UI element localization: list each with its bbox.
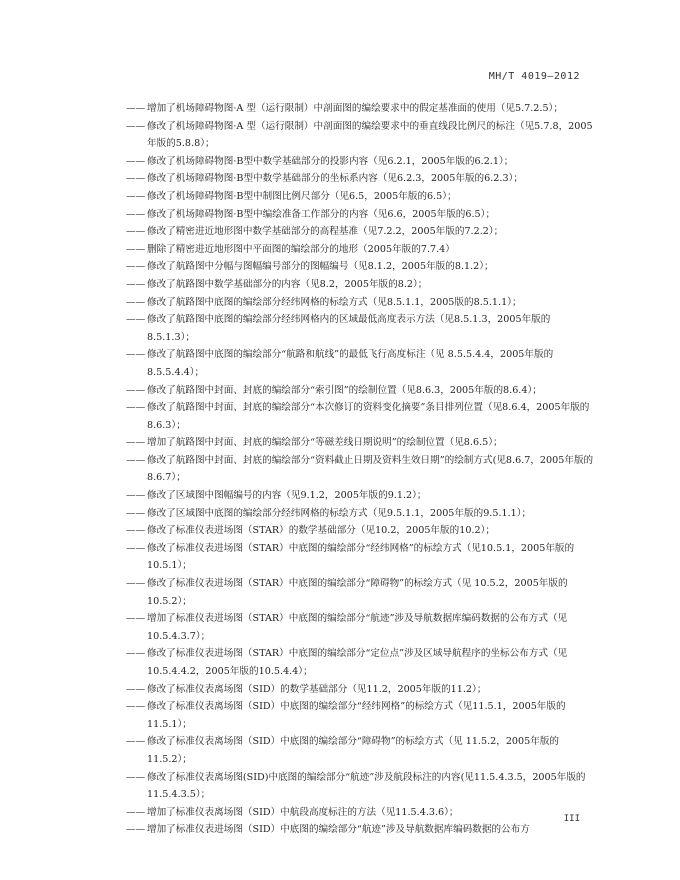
list-item-text: 修改了区域图中图幅编号的内容（见9.1.2，2005年版的9.1.2）； xyxy=(147,490,427,502)
dash-marker: —— xyxy=(126,261,146,273)
list-item xyxy=(126,769,594,804)
list-item xyxy=(126,153,594,171)
list-item-text: 修改了机场障碍物图·B型中数学基础部分的投影内容（见6.2.1，2005年版的6.2.1）； xyxy=(147,155,514,167)
list-item-text: 增加了标准仪表进场图（SID）中底图的编绘部分“航迹”涉及导航数据库编码数据的公布方 xyxy=(147,824,530,836)
dash-marker: —— xyxy=(126,349,146,361)
list-item xyxy=(126,100,594,118)
list-item-text: 修改了标准仪表进场图（STAR）中底图的编绘部分“经纬网格”的标绘方式（见10.5.1，2005年版的10.5.1）； xyxy=(147,542,575,572)
list-item xyxy=(126,645,594,680)
list-item-text: 修改了航路图中底图的编绘部分经纬网格内的区域最低高度表示方法（见8.5.1.3，2005年版的8.5.1.3）； xyxy=(147,314,551,343)
list-item-text: 修改了航路图中底图的编绘部分经纬网格的标绘方式（见8.5.1.1，2005版的8.5.1.1）； xyxy=(147,296,522,308)
list-item-text: 增加了标准仪表离场图（SID）中航段高度标注的方法（见11.5.4.3.6）； xyxy=(147,806,459,818)
list-item xyxy=(126,382,594,400)
dash-marker: —— xyxy=(126,507,146,519)
list-item xyxy=(126,487,594,505)
dash-marker: —— xyxy=(126,402,146,414)
list-item xyxy=(126,610,594,645)
list-item xyxy=(126,311,594,346)
dash-marker: —— xyxy=(126,226,146,238)
list-item-text: 增加了航路图中封面、封底的编绘部分“等磁差线日期说明”的绘制位置（见8.6.5）； xyxy=(147,437,503,449)
dash-marker: —— xyxy=(126,701,146,713)
dash-marker: —— xyxy=(126,120,146,132)
list-item xyxy=(126,522,594,540)
dash-marker: —— xyxy=(126,806,146,818)
list-item xyxy=(126,346,594,381)
list-item-text: 修改了标准仪表进场图（STAR）中底图的编绘部分“定位点”涉及区域导航程序的坐标公布方式（见10.5.4.4.2，2005年版的10.5.4.4）； xyxy=(147,648,568,677)
list-item xyxy=(126,118,594,153)
list-item xyxy=(126,698,594,733)
list-item xyxy=(126,733,594,768)
dash-marker: —— xyxy=(126,278,146,290)
dash-marker: —— xyxy=(126,683,146,695)
list-item-text: 修改了机场障碍物图·A 型（运行限制）中剖面图的编绘要求中的垂直线段比例尺的标注（见5.7.8，2005年版的5.8.8）； xyxy=(147,120,593,150)
dash-marker: —— xyxy=(126,578,146,590)
list-item xyxy=(126,294,594,312)
page-number: III xyxy=(563,814,580,824)
list-item-text: 修改了标准仪表进场图（STAR）中底图的编绘部分“障碍物”的标绘方式（见 10.5.2，2005年版的10.5.2）； xyxy=(147,578,568,607)
dash-marker: —— xyxy=(126,437,146,449)
list-item xyxy=(126,399,594,434)
dash-marker: —— xyxy=(126,155,146,167)
dash-marker: —— xyxy=(126,208,146,220)
list-item xyxy=(126,188,594,206)
list-item xyxy=(126,258,594,276)
dash-marker: —— xyxy=(126,824,146,836)
dash-marker: —— xyxy=(126,314,146,326)
list-item-text: 修改了航路图中封面、封底的编绘部分“索引图”的绘制位置（见8.6.3，2005年版的8.6.4）； xyxy=(147,384,542,396)
list-item-text: 增加了机场障碍物图·A 型（运行限制）中剖面图的编绘要求中的假定基准面的使用（见5.7.2.5）； xyxy=(147,103,563,114)
list-item-text: 修改了精密进近地形图中数学基础部分的高程基准（见7.2.2，2005年版的7.2.2）； xyxy=(147,226,504,238)
list-item xyxy=(126,821,594,839)
list-item-text: 修改了航路图中分幅与图幅编号部分的图幅编号（见8.1.2，2005年版的8.1.2）； xyxy=(147,261,494,273)
list-item xyxy=(126,452,594,487)
list-item-text: 修改了机场障碍物图·B型中编绘准备工作部分的内容（见6.6，2005年版的6.5）； xyxy=(147,208,496,220)
dash-marker: —— xyxy=(126,243,146,255)
list-item xyxy=(126,241,594,259)
list-item-text: 修改了机场障碍物图·B型中制图比例尺部分（见6.5，2005年版的6.5）； xyxy=(147,190,457,202)
list-item xyxy=(126,505,594,523)
list-item-text: 修改了航路图中封面、封底的编绘部分“本次修订的资料变化摘要”条目排列位置（见8.6.4，2005年版的8.6.3）； xyxy=(147,402,590,431)
list-item xyxy=(126,681,594,699)
list-item-text: 修改了航路图中底图的编绘部分“航路和航线”的最低飞行高度标注（见 8.5.5.4.4，2005年版的8.5.5.4.4）； xyxy=(147,349,554,378)
dash-marker: —— xyxy=(126,736,146,748)
dash-marker: —— xyxy=(126,384,146,396)
revision-list xyxy=(126,100,594,839)
list-item-text: 修改了标准仪表离场图(SID)中底图的编绘部分“航迹”涉及航段标注的内容(见11.5.4.3.5，2005年版的11.5.4.3.5）； xyxy=(147,771,586,801)
dash-marker: —— xyxy=(126,296,146,308)
list-item xyxy=(126,223,594,241)
list-item xyxy=(126,206,594,224)
list-item xyxy=(126,434,594,452)
dash-marker: —— xyxy=(126,771,146,783)
dash-marker: —— xyxy=(126,454,146,466)
list-item xyxy=(126,276,594,294)
dash-marker: —— xyxy=(126,525,146,537)
list-item-text: 修改了航路图中数学基础部分的内容（见8.2，2005年版的8.2）； xyxy=(147,278,428,290)
list-item-text: 修改了机场障碍物图·B型中数学基础部分的坐标系内容（见6.2.3，2005年版的6.2.3）； xyxy=(147,173,523,185)
dash-marker: —— xyxy=(126,103,146,114)
list-item-text: 修改了标准仪表离场图（SID）的数学基础部分（见11.2，2005年版的11.2）； xyxy=(147,683,487,695)
dash-marker: —— xyxy=(126,613,146,625)
dash-marker: —— xyxy=(126,173,146,185)
dash-marker: —— xyxy=(126,190,146,202)
list-item xyxy=(126,575,594,610)
list-item-text: 修改了标准仪表离场图（SID）中底图的编绘部分“经纬网格”的标绘方式（见11.5.1，2005年版的11.5.1）； xyxy=(147,701,566,730)
dash-marker: —— xyxy=(126,490,146,502)
list-item-text: 增加了标准仪表进场图（STAR）中底图的编绘部分“航迹”涉及导航数据库编码数据的公布方式（见10.5.4.3.7）； xyxy=(147,613,568,642)
dash-marker: —— xyxy=(126,542,146,554)
list-item-text: 修改了航路图中封面、封底的编绘部分“资料截止日期及资料生效日期”的绘制方式(见8.6.7，2005年版的8.6.7）； xyxy=(147,454,594,484)
list-item-text: 修改了区域图中底图的编绘部分经纬网格的标绘方式（见9.5.1.1，2005年版的9.5.1.1）； xyxy=(147,507,532,519)
list-item xyxy=(126,170,594,188)
list-item-text: 删除了精密进近地形图中平面图的编绘部分的地形（2005年版的7.7.4） xyxy=(147,243,455,255)
standard-code-header: MH/T 4019—2012 xyxy=(488,71,580,82)
list-item xyxy=(126,540,594,575)
list-item-text: 修改了标准仪表离场图（SID）中底图的编绘部分“障碍物”的标绘方式（见 11.5.2，2005年版的11.5.2）； xyxy=(147,736,560,765)
dash-marker: —— xyxy=(126,648,146,660)
list-item-text: 修改了标准仪表进场图（STAR）的数学基础部分（见10.2，2005年版的10.2）； xyxy=(147,525,495,537)
list-item xyxy=(126,804,594,822)
